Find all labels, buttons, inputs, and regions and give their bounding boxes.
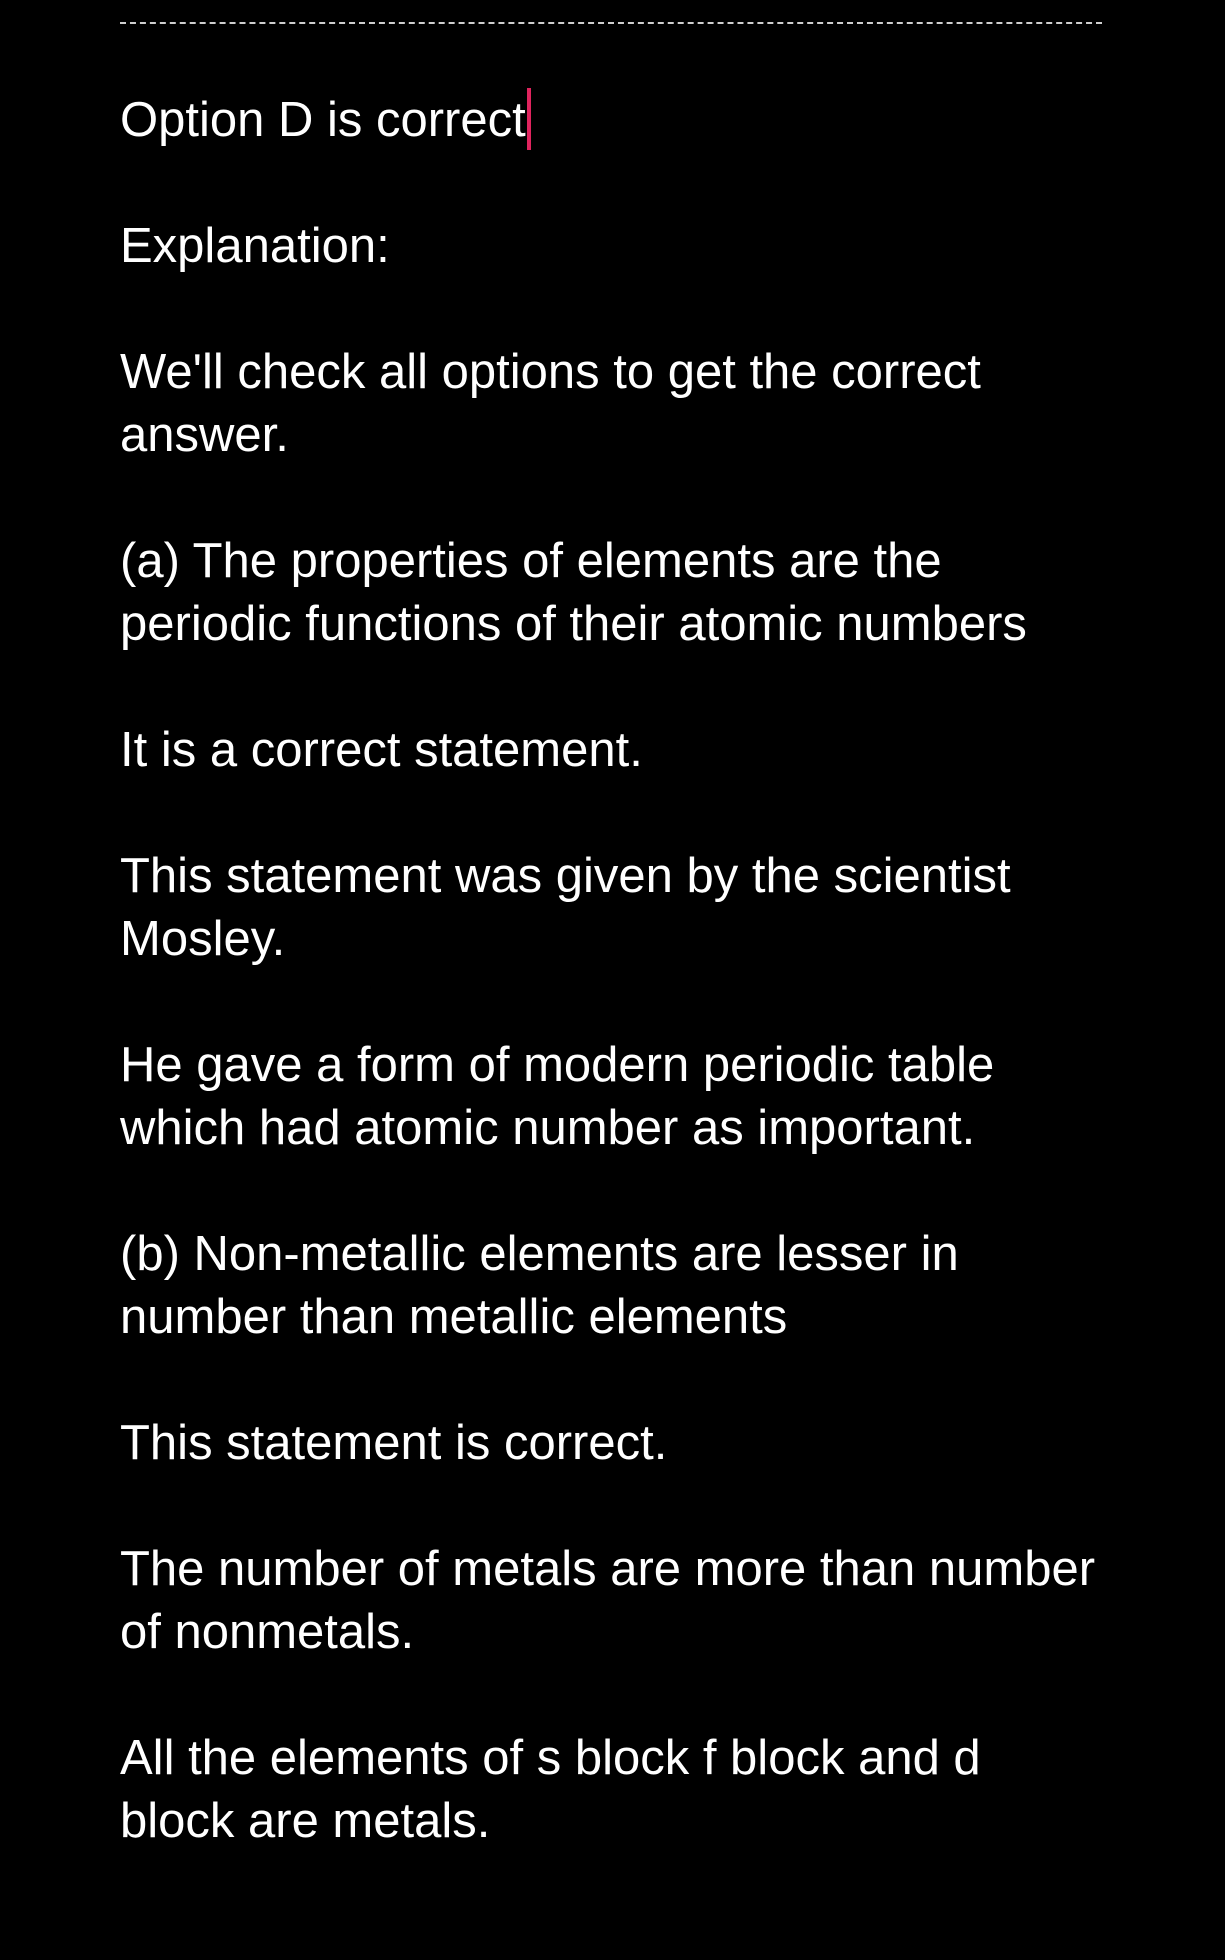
paragraph-explanation-label: Explanation:: [120, 219, 390, 273]
text-editor[interactable]: [120, 88, 1100, 1916]
paragraph-periodic-table: He gave a form of modern periodic table which had atomic number as important.: [120, 1038, 995, 1155]
heading-line: [120, 88, 1100, 152]
paragraph-option-b-verdict: This statement is correct.: [120, 1416, 668, 1470]
paragraph-metals-count: The number of metals are more than number of nonmetals.: [120, 1542, 1096, 1659]
paragraph-option-b: (b) Non-metallic elements are lesser in number than metallic elements: [120, 1227, 959, 1344]
answer-heading: Option D is correct: [120, 93, 526, 147]
paragraph-option-a: (a) The properties of elements are the periodic functions of their atomic numbers: [120, 534, 1027, 651]
paragraph-intro: We'll check all options to get the correct answer.: [120, 345, 981, 462]
dashed-divider: [120, 22, 1102, 24]
paragraph-option-a-verdict: It is a correct statement.: [120, 723, 643, 777]
paragraph-blocks: All the elements of s block f block and d block are metals.: [120, 1731, 981, 1848]
paragraph-mosley: This statement was given by the scientist Mosley.: [120, 849, 1011, 966]
text-cursor: [527, 88, 531, 150]
